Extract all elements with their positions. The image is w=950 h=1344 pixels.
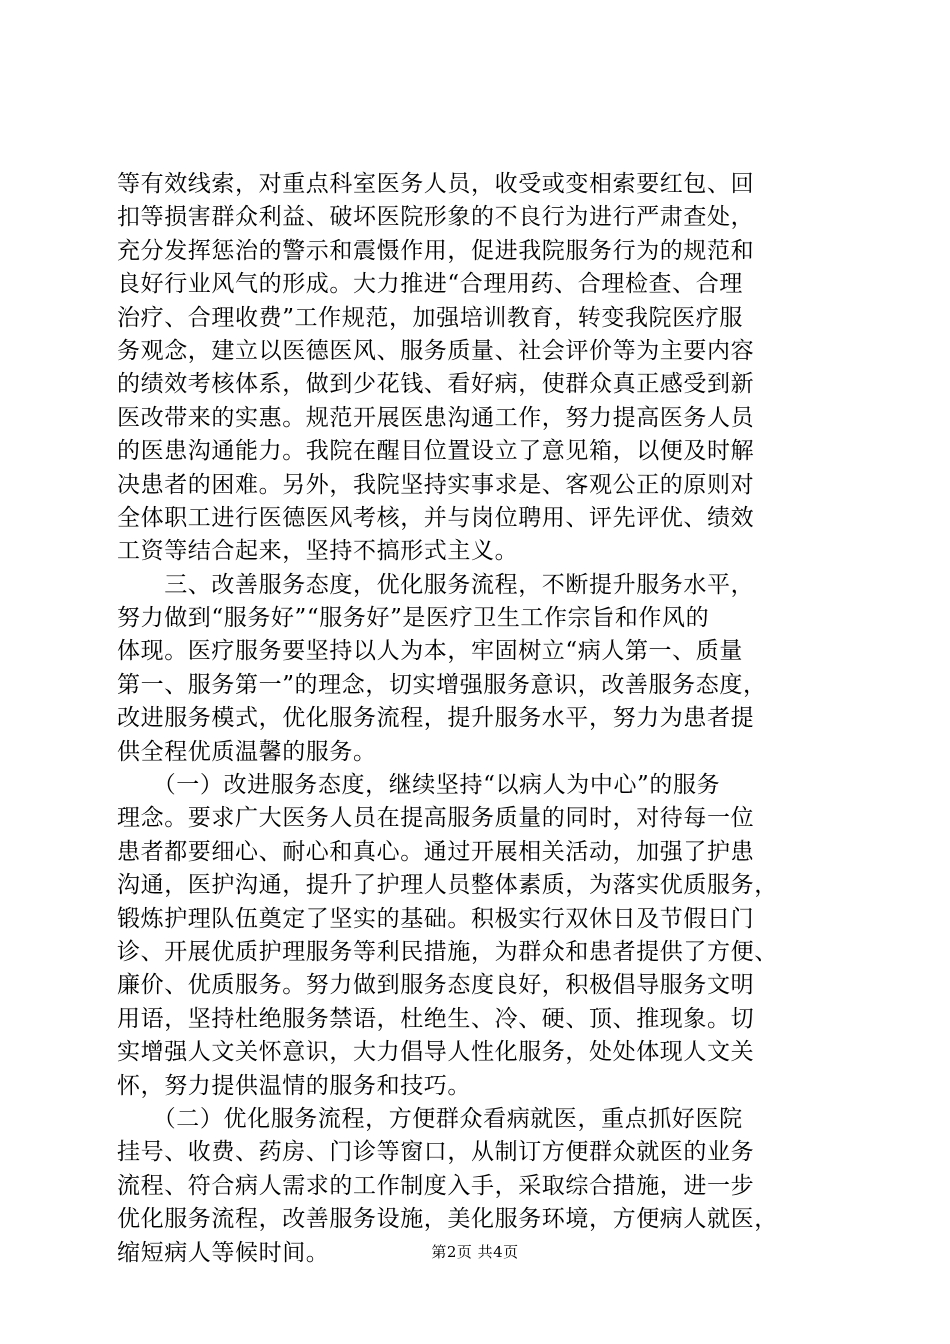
text-line: 扣等损害群众利益、破坏医院形象的不良行为进行严肃查处， bbox=[117, 204, 755, 231]
text-line: 缩短病人等候时间。 bbox=[117, 1239, 330, 1266]
text-line: 优化服务流程，改善服务设施，美化服务环境，方便病人就医， bbox=[117, 1206, 778, 1233]
text-line: 务观念，建立以医德医风、服务质量、社会评价等为主要内容 bbox=[117, 337, 755, 364]
text-line: 理念。要求广大医务人员在提高服务质量的同时，对待每一位 bbox=[117, 805, 755, 832]
page-number-footer: 第2页 共4页 bbox=[431, 1243, 519, 1261]
text-line: 锻炼护理队伍奠定了坚实的基础。积极实行双休日及节假日门 bbox=[117, 905, 755, 932]
text-line: 沟通，医护沟通，提升了护理人员整体素质，为落实优质服务， bbox=[117, 872, 778, 899]
text-line: 廉价、优质服务。努力做到服务态度良好，积极倡导服务文明 bbox=[117, 972, 755, 999]
body-text bbox=[117, 168, 837, 1270]
text-line: 实增强人文关怀意识，大力倡导人性化服务，处处体现人文关 bbox=[117, 1039, 755, 1066]
text-line: 患者都要细心、耐心和真心。通过开展相关活动，加强了护患 bbox=[117, 838, 755, 865]
text-line: 等有效线索，对重点科室医务人员，收受或变相索要红包、回 bbox=[117, 171, 755, 197]
text-line: 充分发挥惩治的警示和震慑作用，促进我院服务行为的规范和 bbox=[117, 237, 755, 264]
text-line: 改进服务模式，优化服务流程，提升服务水平，努力为患者提 bbox=[117, 705, 755, 732]
subsection-heading-line: （二）优化服务流程，方便群众看病就医，重点抓好医院 bbox=[117, 1105, 743, 1132]
text-line: 的医患沟通能力。我院在醒目位置设立了意见箱，以便及时解 bbox=[117, 438, 755, 465]
text-line: 怀，努力提供温情的服务和技巧。 bbox=[117, 1072, 471, 1099]
text-line: 诊、开展优质护理服务等利民措施，为群众和患者提供了方便、 bbox=[117, 938, 778, 965]
text-line: 医改带来的实惠。规范开展医患沟通工作，努力提高医务人员 bbox=[117, 404, 755, 431]
text-line: 的绩效考核体系，做到少花钱、看好病，使群众真正感受到新 bbox=[117, 371, 755, 398]
text-line: 挂号、收费、药房、门诊等窗口，从制订方便群众就医的业务 bbox=[117, 1139, 755, 1166]
text-line: 治疗、合理收费”工作规范，加强培训教育，转变我院医疗服 bbox=[117, 304, 743, 331]
text-line: 体现。医疗服务要坚持以人为本，牢固树立“病人第一、质量 bbox=[117, 638, 743, 665]
subsection-heading-line: （一）改进服务态度，继续坚持“以病人为中心”的服务 bbox=[117, 772, 721, 799]
text-line: 努力做到“服务好”“服务好”是医疗卫生工作宗旨和作风的 bbox=[117, 605, 710, 632]
text-line: 流程、符合病人需求的工作制度入手，采取综合措施，进一步 bbox=[117, 1172, 755, 1199]
text-line: 决患者的困难。另外，我院坚持实事求是、客观公正的原则对 bbox=[117, 471, 755, 498]
text-line: 全体职工进行医德医风考核，并与岗位聘用、评先评优、绩效 bbox=[117, 504, 755, 531]
text-line: 工资等结合起来，坚持不搞形式主义。 bbox=[117, 538, 519, 565]
text-line: 供全程优质温馨的服务。 bbox=[117, 738, 377, 765]
text-line: 良好行业风气的形成。大力推进“合理用药、合理检查、合理 bbox=[117, 271, 743, 298]
section-heading-line: 三、改善服务态度，优化服务流程，不断提升服务水平， bbox=[117, 571, 755, 598]
text-line: 用语，坚持杜绝服务禁语，杜绝生、冷、硬、顶、推现象。切 bbox=[117, 1005, 755, 1032]
text-line: 第一、服务第一”的理念，切实增强服务意识，改善服务态度， bbox=[117, 671, 767, 698]
